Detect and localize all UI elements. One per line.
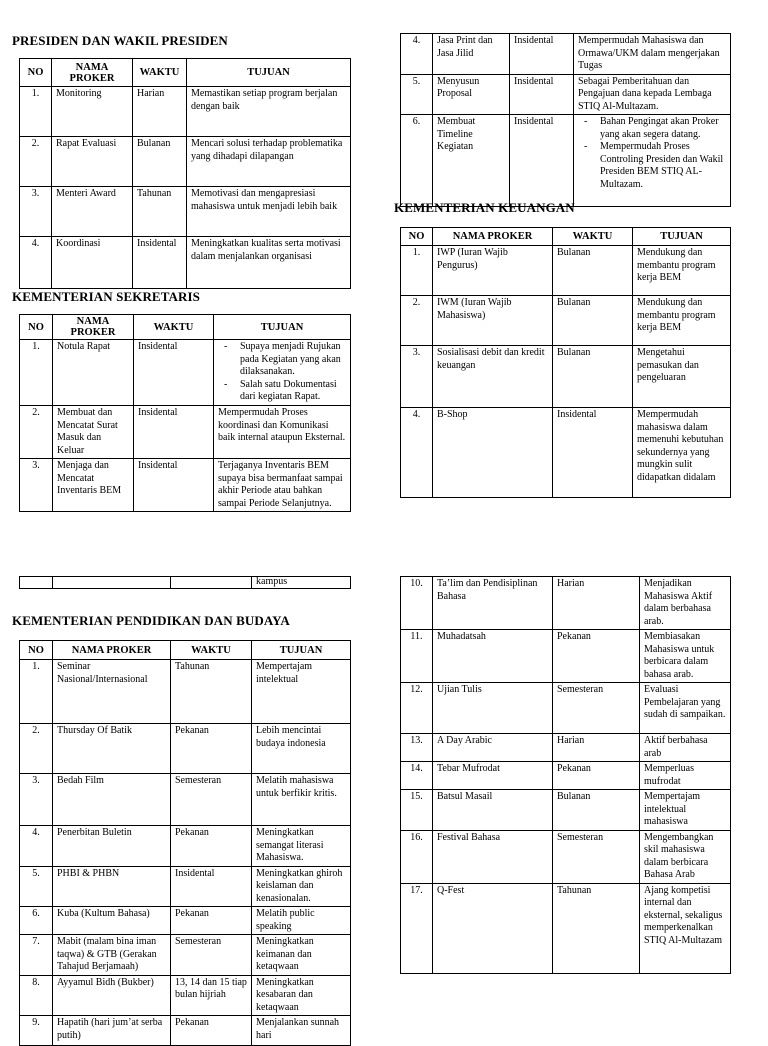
cell-no: 6.: [20, 907, 53, 935]
cell-tujuan: Sebagai Pemberitahuan dan Pengajuan dana kepada Lembaga STIQ Al-Multazam.: [574, 74, 731, 115]
cell-no: 16.: [401, 830, 433, 883]
cell-waktu: Tahunan: [133, 187, 187, 237]
table-row: [401, 115, 731, 207]
cell-tujuan: Aktif berbahasa arab: [640, 734, 731, 762]
cell-no: 15.: [401, 790, 433, 831]
cell-no: 2.: [20, 406, 53, 459]
cell-tujuan: Meningkatkan kesabaran dan ketaqwaan: [252, 975, 351, 1016]
cell-tujuan: Mendukung dan membantu program kerja BEM: [633, 246, 731, 296]
cell-tujuan: Memperluas mufrodat: [640, 762, 731, 790]
cell-no: 1.: [20, 87, 52, 137]
cell-no: 5.: [401, 74, 433, 115]
table-row: [401, 296, 731, 346]
table-row: [401, 408, 731, 498]
cell-waktu: Bulanan: [553, 296, 633, 346]
cell-waktu: Insidental: [553, 408, 633, 498]
cell-nama: Bedah Film: [53, 774, 171, 826]
table-row: [401, 883, 731, 973]
cell-no: 5.: [20, 866, 53, 907]
cell-nama: Membuat dan Mencatat Surat Masuk dan Keluar: [53, 406, 134, 459]
cell-waktu: Harian: [133, 87, 187, 137]
header-waktu: WAKTU: [134, 315, 214, 340]
table-row: [20, 87, 351, 137]
cell-nama: Festival Bahasa: [433, 830, 553, 883]
cell-waktu: Insidental: [171, 866, 252, 907]
cell-nama: Mabit (malam bina iman taqwa) & GTB (Gerakan Tahajud Berjamaah): [53, 935, 171, 976]
cell-waktu: Tahunan: [553, 883, 640, 973]
table-keuangan: [400, 227, 731, 498]
cell-nama: PHBI & PHBN: [53, 866, 171, 907]
table-header-row: [401, 228, 731, 246]
cell-tujuan: Melatih mahasiswa untuk berfikir kritis.: [252, 774, 351, 826]
cell-no: 1.: [20, 660, 53, 724]
cell-no: 3.: [401, 346, 433, 408]
tujuan-list: [578, 116, 726, 191]
cell-waktu: Semesteran: [553, 830, 640, 883]
cell-nama: Membuat Timeline Kegiatan: [433, 115, 510, 207]
table-pendidikan: [19, 640, 351, 1046]
table-row: [401, 577, 731, 630]
cell-nama: Hapatih (hari jum’at serba putih): [53, 1016, 171, 1046]
cell-tujuan: [214, 340, 351, 406]
header-no: NO: [20, 59, 52, 87]
cell-tujuan: Melatih public speaking: [252, 907, 351, 935]
tujuan-list-item: - Salah satu Dokumentasi dari kegiatan Rapat.: [240, 379, 346, 404]
cell-no: 14.: [401, 762, 433, 790]
cell-waktu: Pekanan: [171, 907, 252, 935]
cell-no: 7.: [20, 935, 53, 976]
table-row: [20, 975, 351, 1016]
header-waktu: WAKTU: [133, 59, 187, 87]
header-nama-proker: NAMA PROKER: [53, 315, 134, 340]
cell-waktu: Semesteran: [553, 683, 640, 734]
table-row: [20, 1016, 351, 1046]
cell-tujuan: Mempertajam intelektual: [252, 660, 351, 724]
cell-no: [20, 577, 53, 589]
cell-nama: IWP (Iuran Wajib Pengurus): [433, 246, 553, 296]
table-row: [20, 187, 351, 237]
cell-waktu: Insidental: [134, 340, 214, 406]
cell-tujuan: Evaluasi Pembelajaran yang sudah di sampaikan.: [640, 683, 731, 734]
cell-no: 10.: [401, 577, 433, 630]
cell-nama: Menyusun Proposal: [433, 74, 510, 115]
section-title-keuangan: KEMENTERIAN KEUANGAN: [394, 200, 575, 215]
cell-no: 4.: [20, 826, 53, 867]
tujuan-list: [218, 341, 346, 404]
cell-waktu: Insidental: [134, 459, 214, 512]
table-row: [401, 246, 731, 296]
table-row: [20, 406, 351, 459]
cell-waktu: Tahunan: [171, 660, 252, 724]
cell-tujuan: Mengembangkan skil mahasiswa dalam berbicara Bahasa Arab: [640, 830, 731, 883]
cell-waktu: Insidental: [134, 406, 214, 459]
table-header-row: [20, 641, 351, 660]
cell-waktu: Insidental: [133, 237, 187, 289]
cell-nama: [53, 577, 171, 589]
cell-nama: B-Shop: [433, 408, 553, 498]
table-row: [401, 346, 731, 408]
header-nama-proker: NAMA PROKER: [53, 641, 171, 660]
cell-nama: Ujian Tulis: [433, 683, 553, 734]
cell-no: 2.: [20, 724, 53, 774]
cell-nama: Q-Fest: [433, 883, 553, 973]
table-presiden-continued: [400, 33, 731, 207]
cell-tujuan: Ajang kompetisi internal dan eksternal, sekaligus memperkenalkan STIQ Al-Multazam: [640, 883, 731, 973]
cell-tujuan: Meningkatkan kualitas serta motivasi dalam menjalankan organisasi: [187, 237, 351, 289]
cell-no: 2.: [401, 296, 433, 346]
cell-nama: Kuba (Kultum Bahasa): [53, 907, 171, 935]
table-row: [20, 660, 351, 724]
cell-no: 3.: [20, 774, 53, 826]
table-row: [401, 762, 731, 790]
table-row: [20, 237, 351, 289]
cell-nama: Notula Rapat: [53, 340, 134, 406]
section-title-presiden: PRESIDEN DAN WAKIL PRESIDEN: [12, 33, 228, 48]
header-tujuan: TUJUAN: [187, 59, 351, 87]
cell-no: 4.: [401, 34, 433, 75]
header-waktu: WAKTU: [553, 228, 633, 246]
table-row: [20, 459, 351, 512]
cell-waktu: Bulanan: [553, 246, 633, 296]
cell-nama: Seminar Nasional/Internasional: [53, 660, 171, 724]
cell-nama: Ta’lim dan Pendisiplinan Bahasa: [433, 577, 553, 630]
cell-no: 11.: [401, 630, 433, 683]
cell-nama: Jasa Print dan Jasa Jilid: [433, 34, 510, 75]
tujuan-list-item: - Supaya menjadi Rujukan pada Kegiatan yang akan dilaksanakan.: [240, 341, 346, 379]
cell-no: 1.: [20, 340, 53, 406]
table-row: [20, 866, 351, 907]
header-tujuan: TUJUAN: [214, 315, 351, 340]
cell-nama: Tebar Mufrodat: [433, 762, 553, 790]
cell-nama: Sosialisasi debit dan kredit keuangan: [433, 346, 553, 408]
cell-tujuan: Membiasakan Mahasiswa untuk berbicara dalam bahasa arab.: [640, 630, 731, 683]
header-tujuan: TUJUAN: [252, 641, 351, 660]
cell-no: 9.: [20, 1016, 53, 1046]
cell-waktu: Pekanan: [553, 630, 640, 683]
table-row: [401, 630, 731, 683]
cell-waktu: Bulanan: [553, 790, 640, 831]
cell-tujuan: Lebih mencintai budaya indonesia: [252, 724, 351, 774]
table-row: [20, 137, 351, 187]
table-header-row: [20, 59, 351, 87]
cell-no: 17.: [401, 883, 433, 973]
header-nama-proker: NAMA PROKER: [433, 228, 553, 246]
table-row: [20, 826, 351, 867]
cell-waktu: Insidental: [510, 34, 574, 75]
cell-waktu: Semesteran: [171, 774, 252, 826]
cell-no: 8.: [20, 975, 53, 1016]
cell-no: 12.: [401, 683, 433, 734]
table-pendidikan-continued: [400, 576, 731, 974]
cell-tujuan: Mendukung dan membantu program kerja BEM: [633, 296, 731, 346]
table-row: [20, 774, 351, 826]
cell-no: 6.: [401, 115, 433, 207]
table-keuangan-continued: [19, 576, 351, 589]
table-row: [20, 340, 351, 406]
cell-tujuan: Memastikan setiap program berjalan dengan baik: [187, 87, 351, 137]
cell-tujuan: kampus: [252, 577, 351, 589]
cell-no: 4.: [20, 237, 52, 289]
cell-tujuan: Menjadikan Mahasiswa Aktif dalam berbahasa arab.: [640, 577, 731, 630]
tujuan-list-item: - Bahan Pengingat akan Proker yang akan segera datang.: [600, 116, 726, 141]
cell-nama: Thursday Of Batik: [53, 724, 171, 774]
cell-tujuan: Meningkatkan ghiroh keislaman dan kenasionalan.: [252, 866, 351, 907]
header-tujuan: TUJUAN: [633, 228, 731, 246]
cell-nama: Batsul Masail: [433, 790, 553, 831]
cell-tujuan: Mempermudah Mahasiswa dan Ormawa/UKM dalam mengerjakan Tugas: [574, 34, 731, 75]
cell-nama: Rapat Evaluasi: [52, 137, 133, 187]
cell-waktu: Insidental: [510, 115, 574, 207]
header-no: NO: [401, 228, 433, 246]
cell-nama: Ayyamul Bidh (Bukber): [53, 975, 171, 1016]
cell-nama: Koordinasi: [52, 237, 133, 289]
cell-no: 13.: [401, 734, 433, 762]
section-title-sekretaris: KEMENTERIAN SEKRETARIS: [12, 289, 200, 304]
cell-nama: Penerbitan Buletin: [53, 826, 171, 867]
cell-tujuan: Meningkatkan keimanan dan ketaqwaan: [252, 935, 351, 976]
table-sekretaris: [19, 314, 351, 512]
cell-waktu: Semesteran: [171, 935, 252, 976]
cell-nama: Muhadatsah: [433, 630, 553, 683]
cell-waktu: Pekanan: [171, 724, 252, 774]
cell-no: 3.: [20, 459, 53, 512]
table-row: [401, 790, 731, 831]
cell-waktu: 13, 14 dan 15 tiap bulan hijriah: [171, 975, 252, 1016]
table-header-row: [20, 315, 351, 340]
table-row: [20, 724, 351, 774]
header-no: NO: [20, 641, 53, 660]
cell-no: 4.: [401, 408, 433, 498]
table-row: [401, 830, 731, 883]
cell-waktu: Harian: [553, 734, 640, 762]
section-title-pendidikan: KEMENTERIAN PENDIDIKAN DAN BUDAYA: [12, 613, 290, 628]
cell-tujuan: [574, 115, 731, 207]
header-waktu: WAKTU: [171, 641, 252, 660]
cell-no: 3.: [20, 187, 52, 237]
header-nama-proker: NAMA PROKER: [52, 59, 133, 87]
cell-nama: A Day Arabic: [433, 734, 553, 762]
cell-waktu: [171, 577, 252, 589]
header-no: NO: [20, 315, 53, 340]
cell-tujuan: Mengetahui pemasukan dan pengeluaran: [633, 346, 731, 408]
cell-tujuan: Mempermudah mahasiswa dalam memenuhi kebutuhan sekundernya yang mungkin sulit didapatkan didalam: [633, 408, 731, 498]
table-row: [401, 683, 731, 734]
table-presiden: [19, 58, 351, 289]
cell-nama: IWM (Iuran Wajib Mahasiswa): [433, 296, 553, 346]
cell-waktu: Insidental: [510, 74, 574, 115]
cell-waktu: Pekanan: [553, 762, 640, 790]
table-row: [20, 935, 351, 976]
tujuan-list-item: - Mempermudah Proses Controling Presiden dan Wakil Presiden BEM STIQ AL-Multazam.: [600, 141, 726, 191]
cell-nama: Monitoring: [52, 87, 133, 137]
cell-waktu: Pekanan: [171, 1016, 252, 1046]
cell-nama: Menjaga dan Mencatat Inventaris BEM: [53, 459, 134, 512]
cell-waktu: Bulanan: [133, 137, 187, 187]
cell-nama: Menteri Award: [52, 187, 133, 237]
cell-tujuan: Mempertajam intelektual mahasiswa: [640, 790, 731, 831]
cell-no: 1.: [401, 246, 433, 296]
cell-tujuan: Menjalankan sunnah hari: [252, 1016, 351, 1046]
table-row: [20, 907, 351, 935]
cell-tujuan: Mencari solusi terhadap problematika yang dihadapi dilapangan: [187, 137, 351, 187]
cell-no: 2.: [20, 137, 52, 187]
cell-waktu: Pekanan: [171, 826, 252, 867]
cell-tujuan: Meningkatkan semangat literasi Mahasiswa.: [252, 826, 351, 867]
cell-tujuan: Memotivasi dan mengapresiasi mahasiswa untuk menjadi lebih baik: [187, 187, 351, 237]
table-row: [20, 577, 351, 589]
table-row: [401, 34, 731, 75]
cell-waktu: Bulanan: [553, 346, 633, 408]
cell-waktu: Harian: [553, 577, 640, 630]
table-row: [401, 74, 731, 115]
cell-tujuan: Terjaganya Inventaris BEM supaya bisa bermanfaat sampai akhir Periode atau bahkan sampai Periode Selanjutnya.: [214, 459, 351, 512]
cell-tujuan: Mempermudah Proses koordinasi dan Komunikasi baik internal ataupun Eksternal.: [214, 406, 351, 459]
table-row: [401, 734, 731, 762]
